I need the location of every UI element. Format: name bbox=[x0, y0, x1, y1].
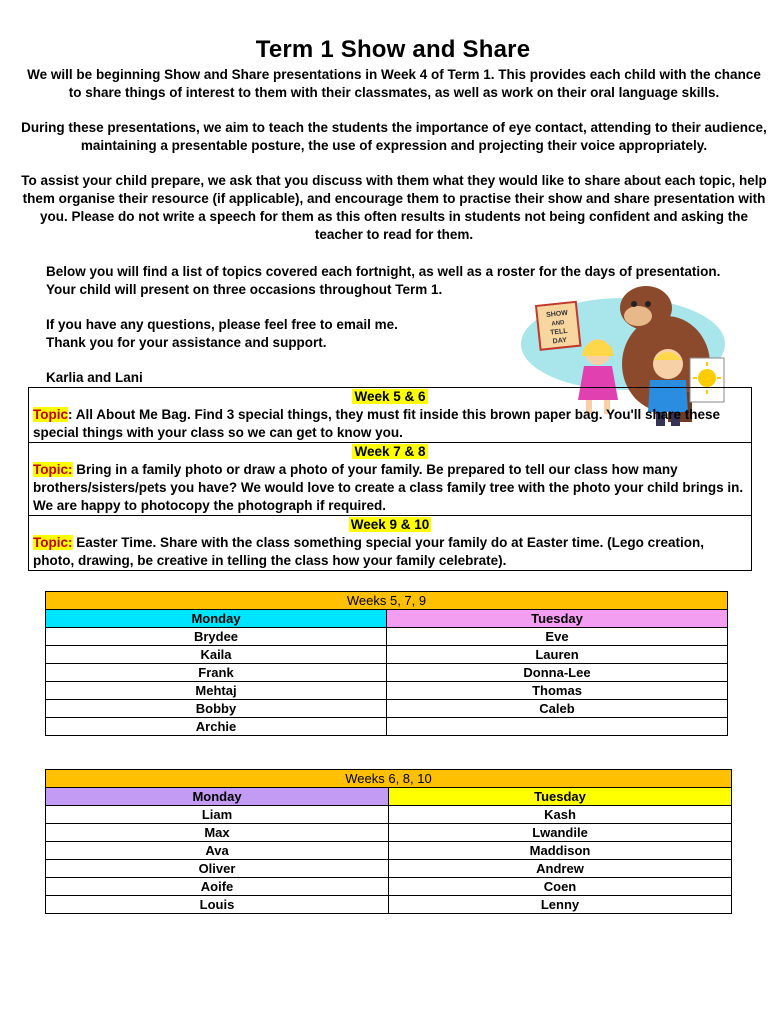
roster-tuesday-header: Tuesday bbox=[389, 788, 732, 806]
table-row bbox=[46, 824, 732, 842]
tuesday-cell: Caleb bbox=[387, 700, 728, 718]
topic-label: Topic: bbox=[33, 462, 73, 477]
topics-table bbox=[28, 387, 752, 571]
monday-cell: Max bbox=[46, 824, 389, 842]
table-row bbox=[46, 860, 732, 878]
intro-paragraph-1: We will be beginning Show and Share presentations in Week 4 of Term 1. This provides each child with the chance to share things of interest to them with their classmates, as well as work on their oral language skills. bbox=[27, 67, 761, 100]
sign-text-1: SHOW bbox=[545, 309, 569, 319]
tuesday-cell: Lauren bbox=[387, 646, 728, 664]
topic-week-heading: Week 9 & 10 bbox=[350, 517, 430, 532]
intro-paragraph-2: During these presentations, we aim to teach the students the importance of eye contact, attending to their audience, maintaining a presentable posture, the use of expression and projecting their voice appropriately. bbox=[21, 120, 767, 153]
roster-title: Weeks 5, 7, 9 bbox=[46, 592, 728, 610]
topic-block-week-7-8 bbox=[29, 443, 751, 516]
monday-cell: Oliver bbox=[46, 860, 389, 878]
table-row bbox=[46, 842, 732, 860]
contact-line-2: Thank you for your assistance and support. bbox=[46, 335, 327, 350]
tuesday-cell: Lwandile bbox=[389, 824, 732, 842]
monday-cell: Ava bbox=[46, 842, 389, 860]
topic-week-heading: Week 7 & 8 bbox=[354, 444, 426, 459]
show-and-tell-sign bbox=[536, 302, 580, 350]
topic-block-week-5-6 bbox=[29, 388, 751, 443]
roster-tuesday-header: Tuesday bbox=[387, 610, 728, 628]
sign-text-3: TELL bbox=[549, 327, 568, 337]
signature: Karlia and Lani bbox=[46, 370, 143, 385]
monday-cell: Brydee bbox=[46, 628, 387, 646]
roster-table-weeks-5-7-9 bbox=[45, 591, 728, 736]
table-row bbox=[46, 878, 732, 896]
intro-section bbox=[20, 66, 768, 261]
roster-monday-header: Monday bbox=[46, 610, 387, 628]
roster-title: Weeks 6, 8, 10 bbox=[46, 770, 732, 788]
topics-info-line-2: Your child will present on three occasions throughout Term 1. bbox=[46, 282, 443, 297]
tuesday-cell: Coen bbox=[389, 878, 732, 896]
tuesday-cell: Thomas bbox=[387, 682, 728, 700]
table-row bbox=[46, 806, 732, 824]
roster-monday-header: Monday bbox=[46, 788, 389, 806]
table-row bbox=[46, 646, 728, 664]
topic-description: Bring in a family photo or draw a photo of your family. Be prepared to tell our class how many brothers/sisters/pets you have? We would love to create a class family tree with the photo your child brings in. We are happy to photocopy the photograph if required. bbox=[33, 462, 744, 513]
monday-cell: Kaila bbox=[46, 646, 387, 664]
monday-cell: Frank bbox=[46, 664, 387, 682]
table-row bbox=[46, 664, 728, 682]
page-title: Term 1 Show and Share bbox=[255, 36, 531, 63]
table-row bbox=[46, 628, 728, 646]
topic-description: Easter Time. Share with the class something special your family do at Easter time. (Lego creation, photo, drawing, be creative in telling the class how your family celebrate). bbox=[33, 535, 704, 568]
roster-table-weeks-6-8-10 bbox=[45, 769, 732, 914]
monday-cell: Aoife bbox=[46, 878, 389, 896]
tuesday-cell: Donna-Lee bbox=[387, 664, 728, 682]
tuesday-cell: Eve bbox=[387, 628, 728, 646]
table-row bbox=[46, 700, 728, 718]
contact-line-1: If you have any questions, please feel free to email me. bbox=[46, 317, 398, 332]
sign-text-2: AND bbox=[551, 320, 565, 328]
monday-cell: Mehtaj bbox=[46, 682, 387, 700]
monday-cell: Louis bbox=[46, 896, 389, 914]
topic-description: : All About Me Bag. Find 3 special things, they must fit inside this brown paper bag. You'll share these special things with your class so we can get to know you. bbox=[33, 407, 721, 440]
topic-block-week-9-10 bbox=[29, 516, 751, 570]
tuesday-cell bbox=[387, 718, 728, 736]
tuesday-cell: Lenny bbox=[389, 896, 732, 914]
table-row bbox=[46, 682, 728, 700]
sign-text-4: DAY bbox=[552, 336, 568, 346]
topic-week-heading: Week 5 & 6 bbox=[354, 389, 426, 404]
monday-cell: Bobby bbox=[46, 700, 387, 718]
monday-cell: Archie bbox=[46, 718, 387, 736]
tuesday-cell: Kash bbox=[389, 806, 732, 824]
tuesday-cell: Maddison bbox=[389, 842, 732, 860]
table-row bbox=[46, 718, 728, 736]
topics-info-line-1: Below you will find a list of topics covered each fortnight, as well as a roster for the days of presentation. bbox=[46, 264, 721, 279]
tuesday-cell: Andrew bbox=[389, 860, 732, 878]
table-row bbox=[46, 896, 732, 914]
intro-paragraph-3: To assist your child prepare, we ask that you discuss with them what they would like to share about each topic, help them organise their resource (if applicable), and encourage them to practise their show and share presentation with you. Please do not write a speech for them as this often results in students not being confident and asking the teacher to read for them. bbox=[21, 173, 767, 242]
monday-cell: Liam bbox=[46, 806, 389, 824]
topic-label: Topic bbox=[33, 407, 68, 422]
topic-label: Topic: bbox=[33, 535, 73, 550]
